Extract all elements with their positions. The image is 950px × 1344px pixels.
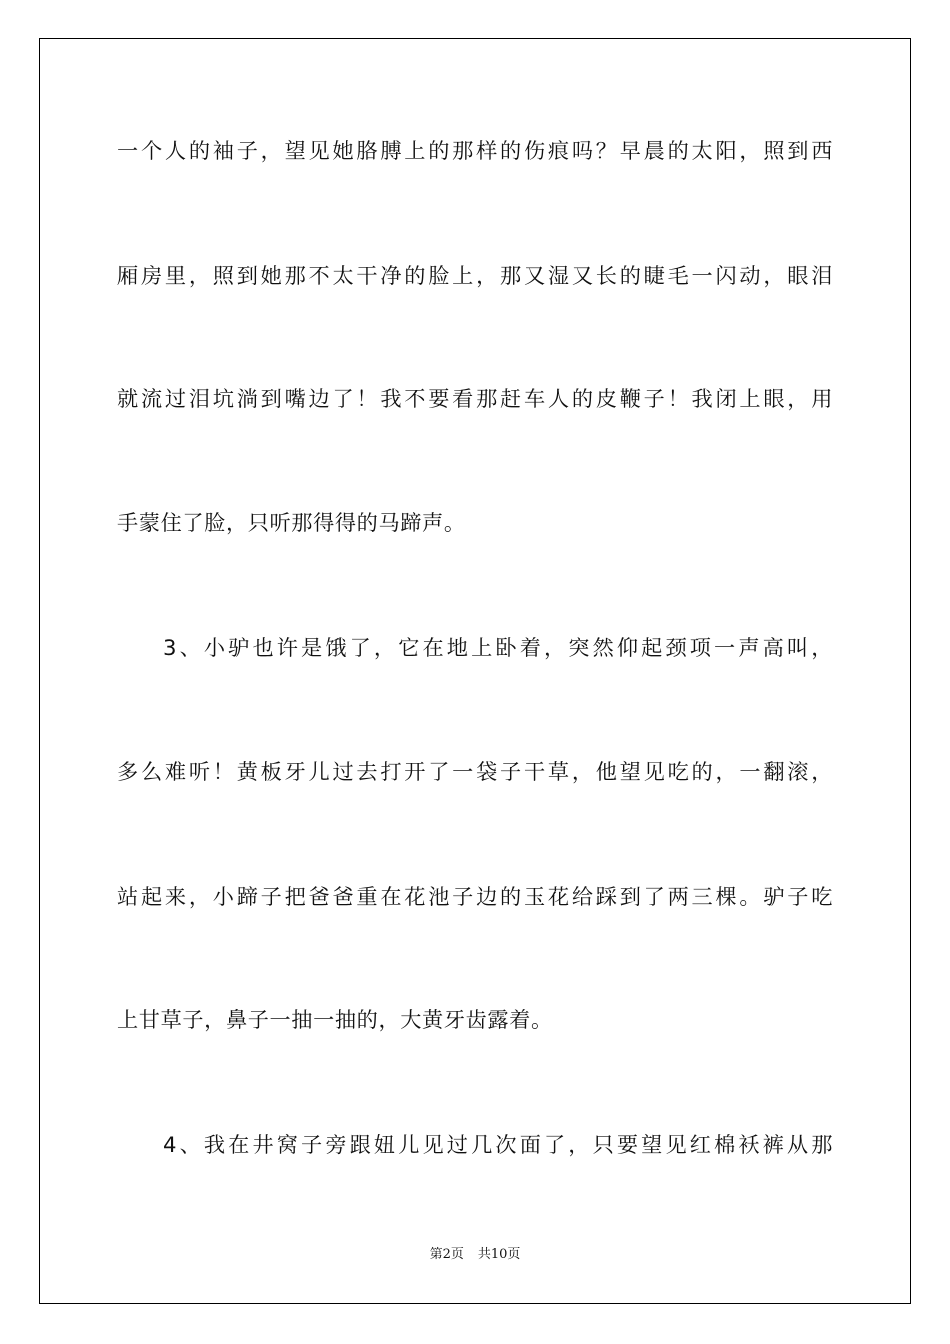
paragraph-line-9: 4、我在井窝子旁跟妞儿见过几次面了，只要望见红棉袄裤从那: [163, 1132, 833, 1157]
paragraph-line-2: 厢房里，照到她那不太干净的脸上，那又湿又长的睫毛一闪动，眼泪: [117, 263, 833, 288]
paragraph-line-1: 一个人的袖子，望见她胳膊上的那样的伤痕吗？早晨的太阳，照到西: [117, 138, 833, 163]
paragraph-line-8: 上甘草子，鼻子一抽一抽的，大黄牙齿露着。: [117, 1007, 553, 1032]
paragraph-line-4: 手蒙住了脸，只听那得得的马蹄声。: [117, 510, 466, 535]
page-total: 共10页: [477, 1247, 521, 1262]
paragraph-line-6: 多么难听！黄板牙儿过去打开了一袋子干草，他望见吃的，一翻滚，: [117, 759, 833, 784]
page-border: [39, 38, 911, 1304]
page-footer: [0, 1246, 950, 1264]
paragraph-line-3: 就流过泪坑淌到嘴边了！我不要看那赶车人的皮鞭子！我闭上眼，用: [117, 386, 833, 411]
paragraph-line-7: 站起来，小蹄子把爸爸重在花池子边的玉花给踩到了两三棵。驴子吃: [117, 884, 833, 909]
page-number: 第2页: [429, 1247, 464, 1262]
paragraph-line-5: 3、小驴也许是饿了，它在地上卧着，突然仰起颈项一声高叫，: [163, 635, 833, 660]
